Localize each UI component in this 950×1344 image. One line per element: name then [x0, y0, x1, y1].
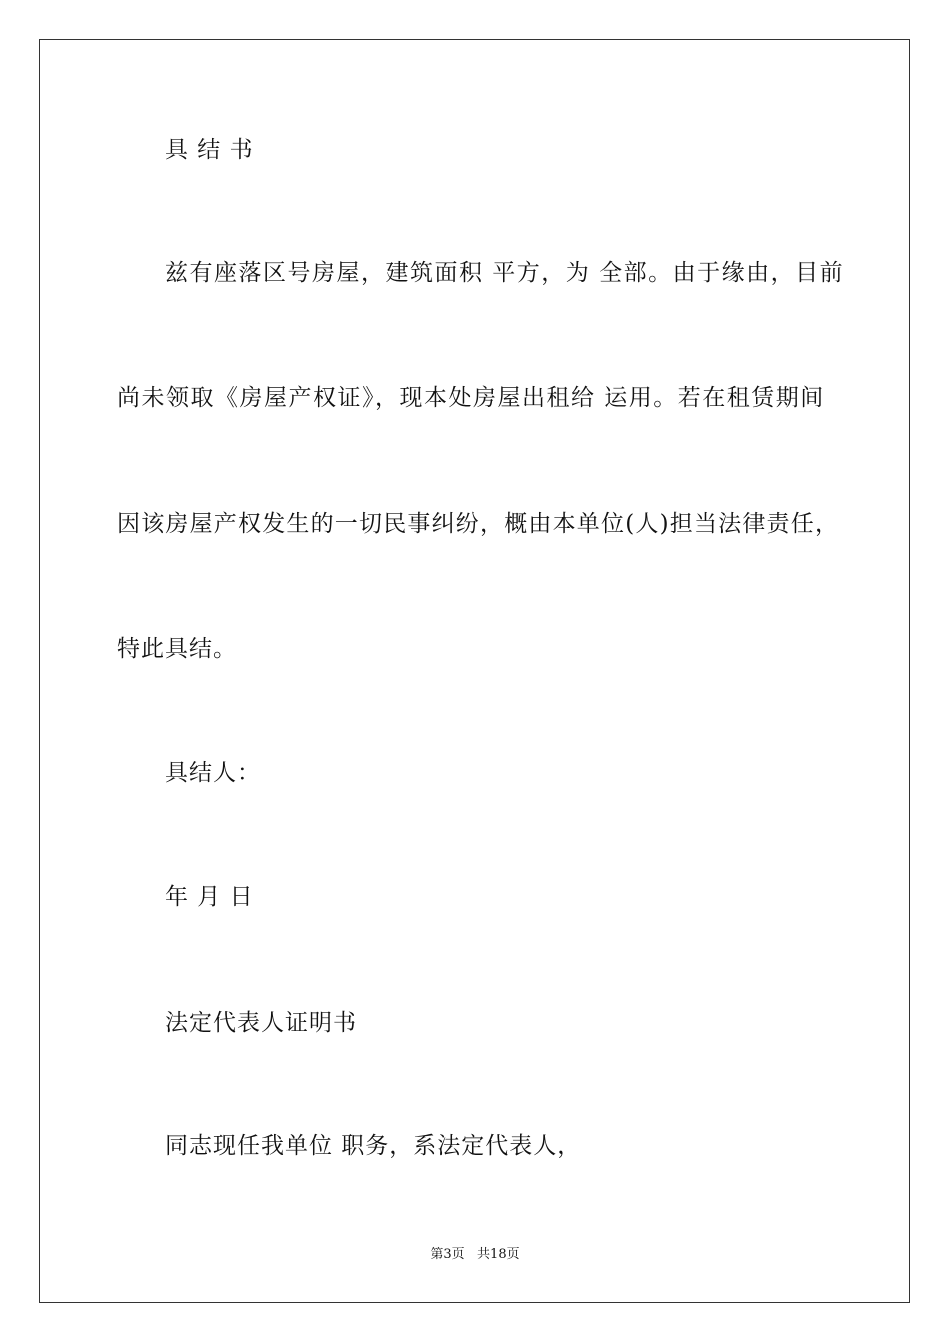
certificate-title: 法定代表人证明书: [165, 1010, 357, 1036]
date-line: 年 月 日: [165, 884, 254, 910]
document-heading: 具 结 书: [165, 137, 254, 163]
signer-label: 具结人：: [165, 760, 261, 786]
paragraph-line-4: 特此具结。: [117, 636, 237, 662]
page-frame: [39, 39, 910, 1303]
paragraph-line-3: 因该房屋产权发生的一切民事纠纷，概由本单位(人)担当法律责任，: [117, 511, 840, 537]
certificate-line: 同志现任我单位 职务，系法定代表人，: [165, 1133, 582, 1159]
page-footer: 第3页 共18页: [430, 1247, 520, 1262]
paragraph-line-2: 尚未领取《房屋产权证》，现本处房屋出租给 运用。若在租赁期间: [117, 385, 825, 411]
paragraph-line-1: 兹有座落区号房屋，建筑面积 平方，为 全部。由于缘由，目前: [165, 260, 845, 286]
